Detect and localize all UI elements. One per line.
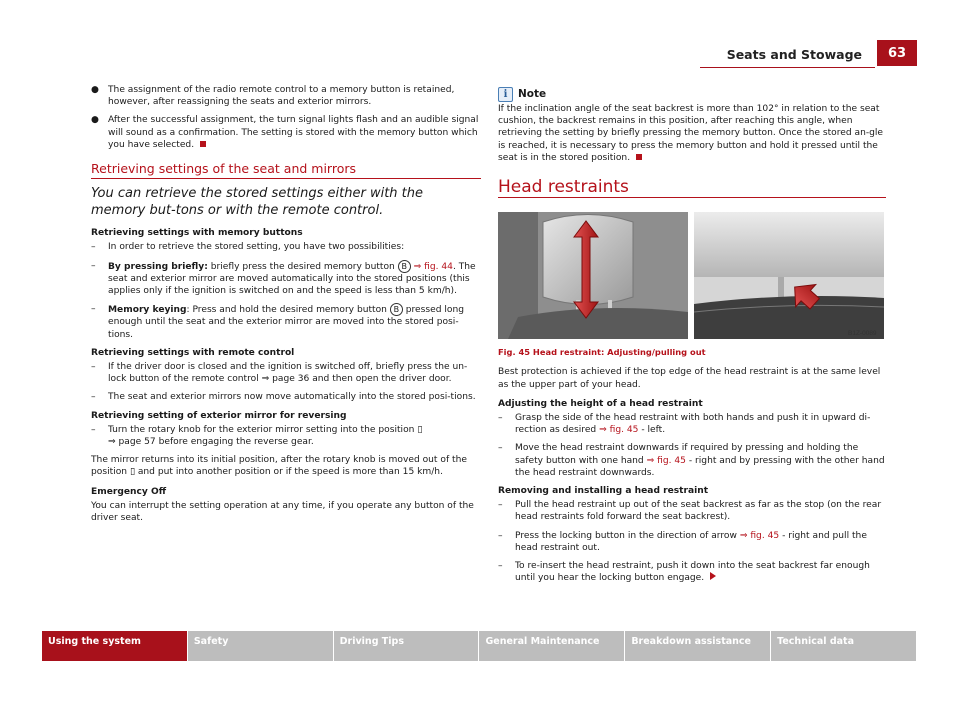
tab-breakdown-assistance[interactable]: Breakdown assistance: [625, 631, 770, 661]
reverse-mirror-icon: ▯: [417, 424, 423, 435]
list-item: – Press the locking button in the direction of arrow ⇒ fig. 45 - right and pull the head restraint out.: [498, 530, 867, 553]
page-number: 63: [877, 40, 917, 66]
figure-link[interactable]: ⇒ fig. 45: [739, 530, 780, 541]
left-column: [91, 84, 481, 531]
list-item: – Move the head restraint downwards if required by pressing and holding the safety button with one hand ⇒ fig. 45 - right and by pressing with the other hand the head restraint downwards.: [498, 443, 885, 478]
figure-link[interactable]: ⇒ fig. 45: [646, 455, 686, 466]
list-item: ● The assignment of the radio remote control to a memory button is retained, however, after reassigning the seats and exterior mirrors.: [91, 85, 455, 108]
section-end-icon: [636, 154, 642, 160]
reverse-mirror-icon: ▯: [129, 467, 135, 478]
list-item: – If the driver door is closed and the ignition is switched off, briefly press the un-lock button of the remote control ⇒ page 36 and then open the driver door.: [91, 362, 468, 385]
figure-code: B1Z-0089: [848, 330, 877, 338]
footer-nav: [42, 631, 917, 661]
memory-button-b-icon: B: [390, 303, 403, 316]
memory-button-b-icon: B: [398, 260, 411, 273]
paragraph: Best protection is achieved if the top edge of the head restraint is at the same level as the upper part of your head.: [498, 367, 881, 390]
header-title: Seats and Stowage: [726, 47, 862, 62]
figure-45: [498, 212, 884, 339]
subheading: Removing and installing a head restraint: [498, 486, 709, 497]
info-icon: i: [498, 87, 513, 102]
list-item: – By pressing briefly: briefly press the desired memory button B ⇒ fig. 44. The seat and exterior mirror are moved automatically into the stored positions (this applies only if the ignition is switched on and the speed is less than 5 km/h).: [91, 260, 476, 297]
subheading: Retrieving settings with memory buttons: [91, 228, 303, 239]
tab-technical-data[interactable]: Technical data: [771, 631, 916, 661]
note-heading: i Note: [498, 87, 886, 102]
bullet-text: After the successful assignment, the turn signal lights flash and an audible signal will sound as a confirmation. The setting is stored with the memory button which you have selected.: [108, 115, 479, 150]
tab-using-the-system[interactable]: Using the system: [42, 631, 187, 661]
list-item: – Turn the rotary knob for the exterior mirror setting into the position ▯ ⇒ page 57 before engaging the reverse gear.: [91, 424, 423, 448]
subheading: Retrieving settings with remote control: [91, 347, 295, 358]
paragraph: The mirror returns into its initial position, after the rotary knob is moved out of the position ▯ and put into another position or if the speed is more than 15 km/h.: [91, 455, 467, 478]
head-restraint-right: [694, 212, 884, 277]
list-item: – To re-insert the head restraint, push it down into the seat backrest far enough until you hear the locking button engage.: [498, 561, 870, 584]
figure-link[interactable]: ⇒ fig. 44: [410, 261, 453, 272]
list-item: – Pull the head restraint up out of the seat backrest as far as the stop (on the rear head restraints fold forward the seat backrest).: [498, 500, 882, 523]
subheading: Emergency Off: [91, 486, 167, 497]
subheading: Adjusting the height of a head restraint: [498, 398, 703, 409]
continue-arrow-icon: [710, 572, 716, 580]
tab-driving-tips[interactable]: Driving Tips: [334, 631, 479, 661]
tab-safety[interactable]: Safety: [188, 631, 333, 661]
list-item: – The seat and exterior mirrors now move automatically into the stored posi-tions.: [91, 392, 476, 403]
subheading: Retrieving setting of exterior mirror for reversing: [91, 410, 347, 421]
section-end-icon: [200, 141, 206, 147]
bullet-text: The assignment of the radio remote control to a memory button is retained, however, after reassigning the seats and exterior mirrors.: [108, 85, 455, 108]
head-restraint-illustration: [498, 212, 884, 339]
figure-caption: Fig. 45 Head restraint: Adjusting/pulling out: [498, 347, 706, 358]
section-subtitle: You can retrieve the stored settings either with the memory but-tons or with the remote control.: [91, 186, 424, 219]
paragraph: You can interrupt the setting operation at any time, if you operate any button of the driver seat.: [91, 500, 474, 524]
list-item: – In order to retrieve the stored setting, you have two possibilities:: [91, 242, 405, 253]
list-item: ● After the successful assignment, the turn signal lights flash and an audible signal will sound as a confirmation. The setting is stored with the memory button which you have selected.: [91, 115, 479, 150]
list-item: – Grasp the side of the head restraint with both hands and push it in upward di-rection as desired ⇒ fig. 45 - left.: [498, 413, 871, 436]
section-heading: Head restraints: [498, 181, 886, 198]
note-text: If the inclination angle of the seat backrest is more than 102° in relation to the seat cushion, the backrest remains in this position, after reaching this angle, when retrieving the setting by briefly pressing the memory button. Once the stored an-gle is reached, it is necessary to press the memory button and hold it pressed until the seat is in the stored position.: [498, 104, 884, 163]
figure-link[interactable]: ⇒ fig. 45: [599, 425, 639, 436]
section-heading: Retrieving settings of the seat and mirrors: [91, 163, 481, 179]
tab-general-maintenance[interactable]: General Maintenance: [479, 631, 624, 661]
header-rule: [700, 67, 875, 68]
right-column: [498, 87, 886, 590]
list-item: – Memory keying: Press and hold the desired memory button B pressed long enough until the seat and the exterior mirror are moved into the stored posi-tions.: [91, 304, 464, 340]
